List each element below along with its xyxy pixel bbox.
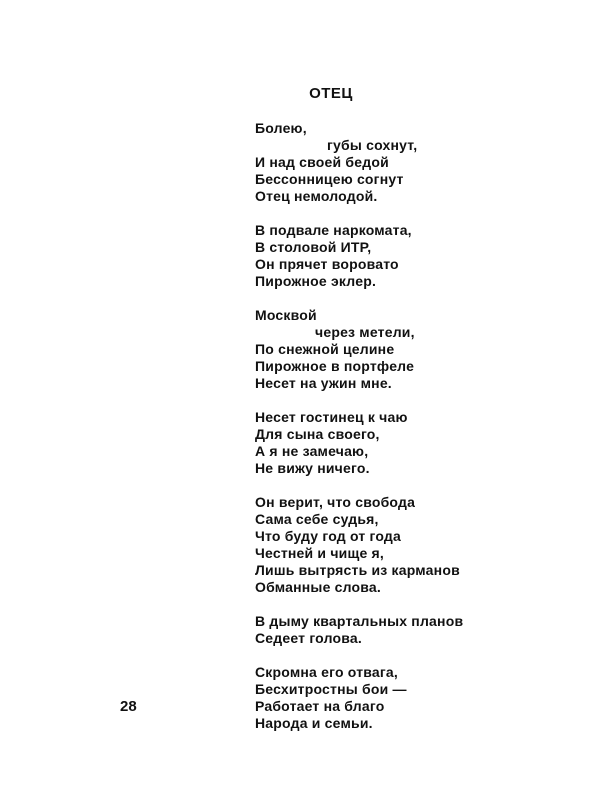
stanza-6	[255, 613, 463, 647]
poem-line: По снежной целине	[255, 341, 395, 357]
poem-line: Пирожное в портфеле	[255, 358, 415, 374]
poem-line: Он прячет воровато	[255, 256, 399, 272]
poem-line: А я не замечаю,	[255, 443, 369, 459]
stanza-1	[255, 120, 463, 205]
stanza-7	[255, 664, 463, 732]
poem-line: Скромна его отвага,	[255, 664, 398, 680]
poem-line: Честней и чище я,	[255, 545, 384, 561]
stanza-2	[255, 222, 463, 290]
poem-line: Лишь вытрясть из карманов	[255, 562, 460, 578]
poem-line: через метели,	[315, 324, 415, 340]
poem-line: Бесхитростны бои —	[255, 681, 407, 697]
page-number: 28	[120, 698, 137, 715]
poem-line: Что буду год от года	[255, 528, 402, 544]
poem-line: Обманные слова.	[255, 579, 381, 595]
poem-line: И над своей бедой	[255, 154, 389, 170]
stanza-5	[255, 494, 463, 596]
stanza-4	[255, 409, 463, 477]
poem-line: Несет на ужин мне.	[255, 375, 392, 391]
poem-line: Работает на благо	[255, 698, 385, 714]
poem-line: Седеет голова.	[255, 630, 362, 646]
poem-line: Для сына своего,	[255, 426, 380, 442]
poem-line: Пирожное эклер.	[255, 273, 377, 289]
poem-line: Болею,	[255, 120, 307, 136]
poem-line: Несет гостинец к чаю	[255, 409, 408, 425]
poem-line: Он верит, что свобода	[255, 494, 416, 510]
poem-line: Сама себе судья,	[255, 511, 379, 527]
poem-line: Отец немолодой.	[255, 188, 378, 204]
poem-line: В подвале наркомата,	[255, 222, 412, 238]
poem-line: Бессонницею согнут	[255, 171, 404, 187]
stanza-3	[255, 307, 463, 392]
poem-line: Москвой	[255, 307, 317, 323]
poem-title: ОТЕЦ	[309, 85, 353, 102]
poem-body	[255, 120, 463, 749]
poem-line: В дыму квартальных планов	[255, 613, 464, 629]
poem-line: Не вижу ничего.	[255, 460, 370, 476]
poem-line: губы сохнут,	[327, 137, 418, 153]
poem-line: В столовой ИТР,	[255, 239, 372, 255]
poem-line: Народа и семьи.	[255, 715, 373, 731]
